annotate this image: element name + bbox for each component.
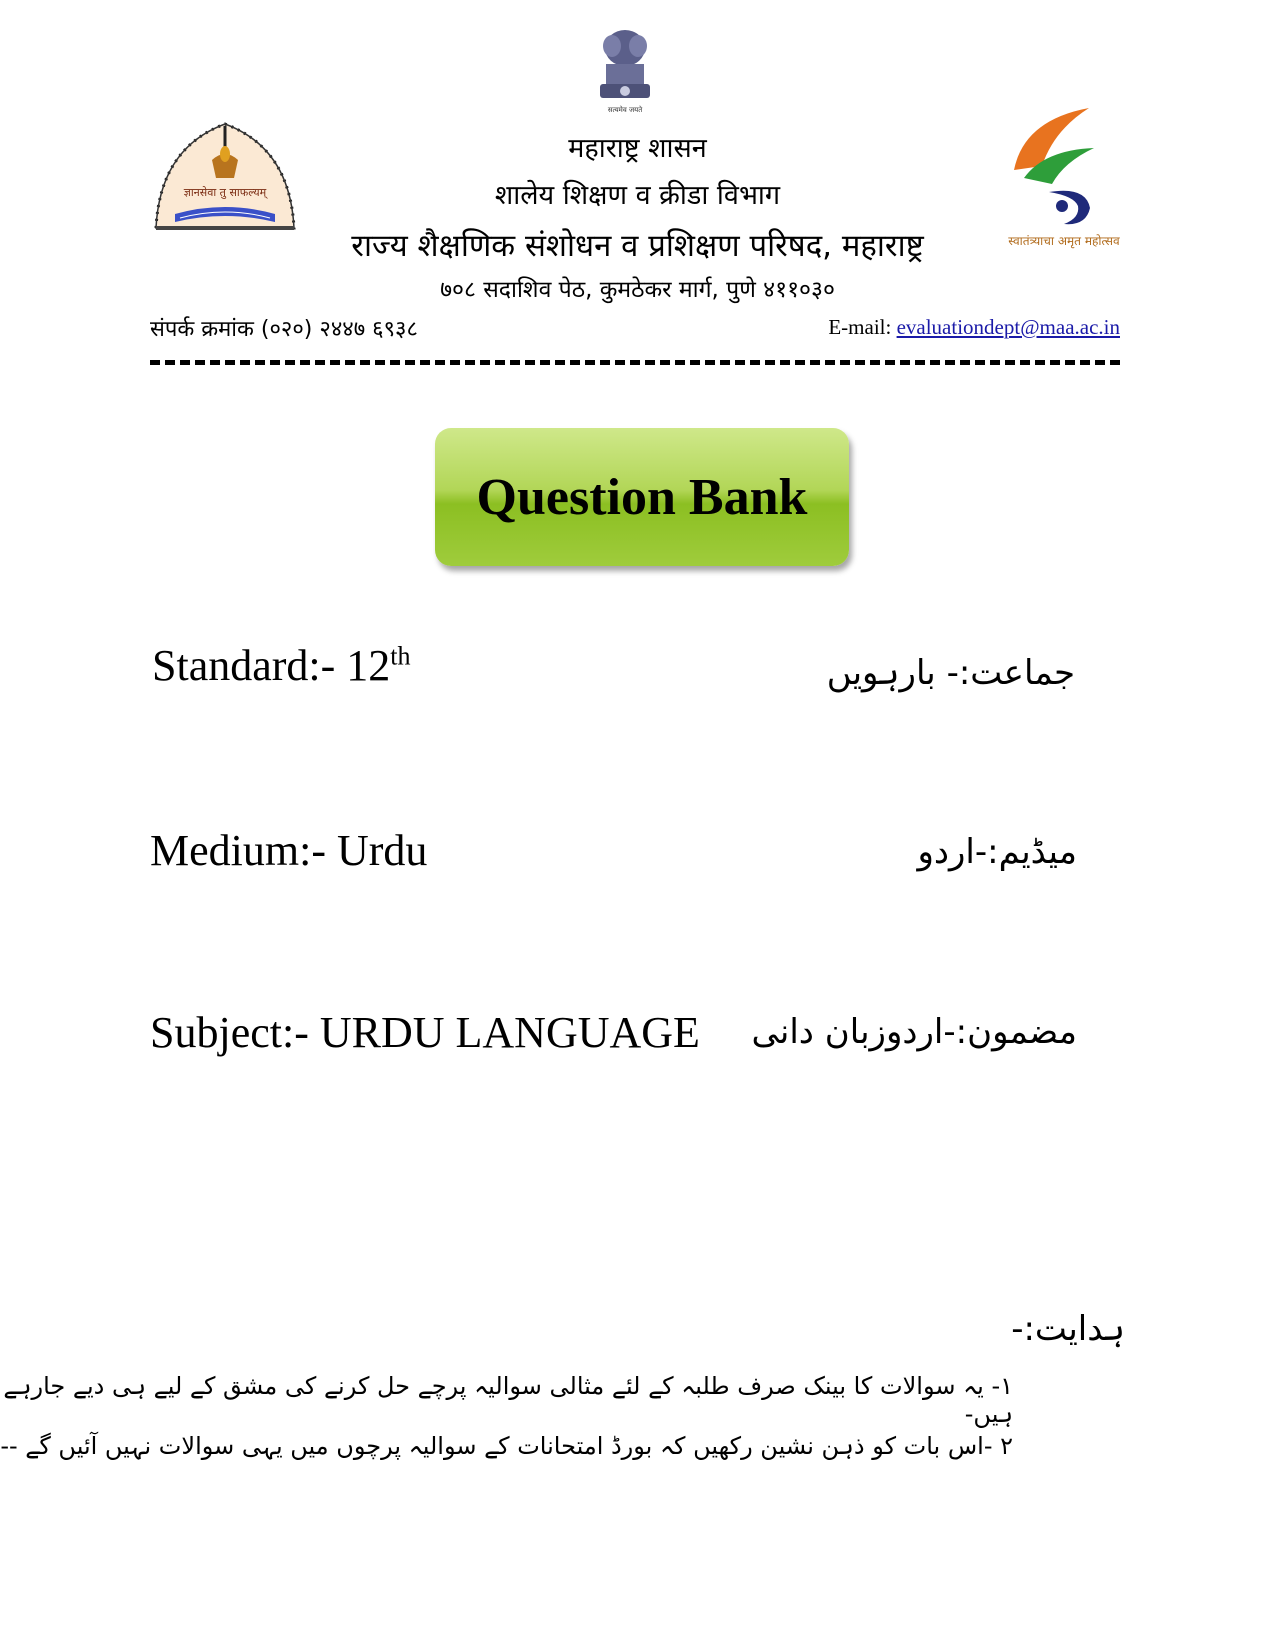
- instructions-title: ہدایت:-: [1011, 1309, 1125, 1349]
- standard-suffix: th: [390, 641, 411, 671]
- subject-label: Subject:- URDU LANGUAGE: [150, 1008, 700, 1057]
- logo-motto: ज्ञानसेवा तु साफल्यम्: [183, 186, 267, 199]
- standard-label: [152, 640, 411, 691]
- address: ७०८ सदाशिव पेठ, कुमठेकर मार्ग, पुणे ४११०३०: [440, 277, 835, 303]
- email-block: [828, 315, 1120, 340]
- email-label: E-mail:: [828, 315, 897, 339]
- emblem-motto: सत्यमेव जयते: [607, 106, 643, 114]
- department-title: शालेय शिक्षण व क्रीडा विभाग: [494, 180, 781, 211]
- medium-label: Medium:- Urdu: [150, 826, 428, 875]
- document-title: Question Bank: [476, 468, 808, 526]
- medium-urdu: میڈیم:-اردو: [917, 832, 1077, 872]
- subject-urdu: مضمون:-اردوزبان دانی: [751, 1012, 1077, 1052]
- dashed-divider: [150, 360, 1120, 365]
- government-title: महाराष्ट्र शासन: [568, 133, 707, 164]
- email-link[interactable]: evaluationdept@maa.ac.in: [896, 315, 1120, 339]
- instruction-item: ۱- یہ سوالات کا بینک صرف طلبہ کے لئے مثالی سوالیہ پرچے حل کرنے کی مشق کے لیے ہی دیے جارہے ہیں-: [3, 1372, 1013, 1428]
- instruction-item: ۲ -اس بات کو ذہن نشین رکھیں کہ بورڈ امتحانات کے سوالیہ پرچوں میں یہی سوالات نہیں آئیں گے --: [0, 1432, 1013, 1460]
- title-banner: [435, 428, 849, 566]
- mahotsav-text: स्वातंत्र्याचा अमृत महोत्सव: [1008, 234, 1120, 248]
- contact-number: संपर्क क्रमांक (०२०) २४४७ ६९३८: [150, 317, 418, 342]
- national-emblem-icon: [592, 26, 658, 116]
- council-title: राज्य शैक्षणिक संशोधन व प्रशिक्षण परिषद, महाराष्ट्र: [351, 228, 924, 264]
- standard-text: Standard:- 12: [152, 641, 391, 690]
- standard-urdu: جماعت:- بارہویں: [826, 653, 1075, 693]
